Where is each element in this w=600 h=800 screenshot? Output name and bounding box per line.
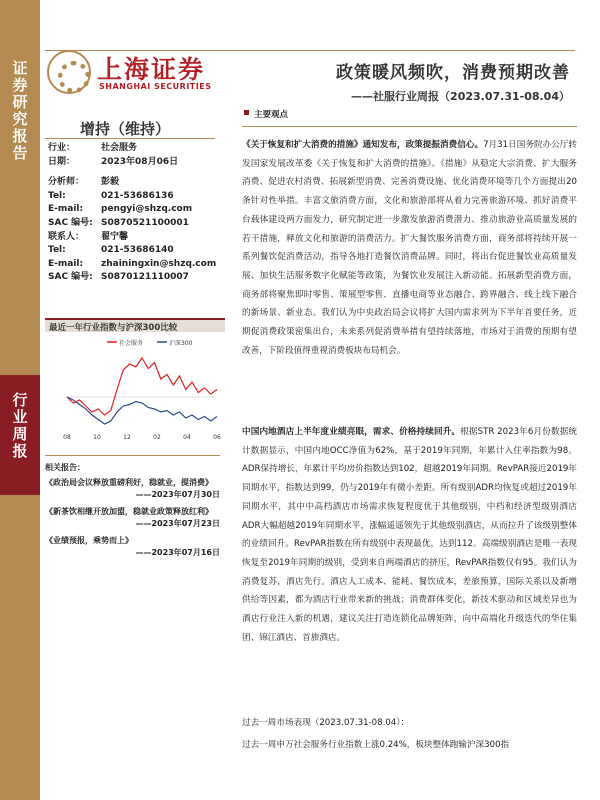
paragraph-hotel <box>242 423 577 647</box>
tel2-value: 021-53686140 <box>101 245 174 256</box>
market-performance-heading: 过去一周市场表现（2023.07.31-08.04）： <box>242 718 410 728</box>
sac1-key: SAC 编号: <box>48 217 93 228</box>
chart-canvas <box>45 334 225 442</box>
x-tick-label: 08 <box>63 434 71 441</box>
section-rule <box>242 126 577 127</box>
date-key: 日期： <box>48 156 76 167</box>
paragraph-hotel-body: 根据STR 2023年6月份数据统计数据显示，中国内地OCC净值为62%，基于2019年同期，年累计入住率指数为98。ADR保持增长，年累计平均房价指数达到102，超越2019年同期。RevPAR接近2019年同期水平，指数达到99，仍与2019年有微小差距。所有级别ADR均恢复或超过2019年同期水平，其中中高档酒店市场需求恢复程度优于其他级别，中档和经济型级别酒店ADR大幅超越2019年同期水平，涨幅遥遥领先于其他级别酒店，从而拉升了该级别整体的业绩回升。RevPAR指数在所有级别中表现最优，达到112。高端级别酒店是唯一表现恢复至2019年同期的级别，受到来自两端酒店的挤压，RevPAR指数仅有95。我们认为消费复苏，酒店先行。酒店人工成本、能耗、餐饮成本，差旅预算，国际关系以及新增供给等因素，都为酒店行业带来新的挑战；消费群体变化，新技术驱动和区域差异也为酒店行业注入新的机遇，建议关注打造连锁化品牌矩阵，向中高端化升级迭代的华住集团、锦江酒店、首旅酒店。 <box>242 427 577 643</box>
related-reports <box>45 455 220 564</box>
legend-hs300-label: 沪深300 <box>169 340 193 347</box>
market-performance-text: 过去一周申万社会服务行业指数上涨0.24%，板块整体跑输沪深300指 <box>242 740 510 750</box>
x-tick-label: 12 <box>123 434 131 441</box>
rating-rule <box>45 138 215 139</box>
hs300-series-line <box>67 397 217 424</box>
tel2-key: Tel: <box>48 245 66 256</box>
related-item-date: ——2023年07月23日 <box>135 519 220 528</box>
email1-value[interactable]: pengyi@shzq.com <box>101 204 193 215</box>
analyst-value: 彭毅 <box>101 177 120 188</box>
sac2-key: SAC 编号: <box>48 272 93 283</box>
x-tick-label: 02 <box>153 434 161 441</box>
legend-industry-label: 社会服务 <box>119 340 144 347</box>
paragraph-policy-body: 7月31日国务院办公厅转发国家发展改革委《关于恢复和扩大消费的措施》。《措施》从稳定大宗消费、扩大服务消费、促进农村消费、拓展新型消费、完善消费设施、优化消费环境等几个方面提出20条针对性举措。丰富文旅消费方面，文化和旅游部将从着力完善旅游环境、抓好消费平台载体建设两方面发力，研究制定进一步激发旅游消费潜力、推动旅游业高质量发展的若干措施，释放文化和旅游的消费活力。扩大餐饮服务消费方面，商务部将持续开展一系列餐饮促消费活动，指导各地打造餐饮消费品牌。同时，将出台促进餐饮业高质量发展、加快生活服务数字化赋能等政策，为餐饮业发展注入新动能。拓展新型消费方面，商务部将聚焦即时零售、策展型零售、直播电商等业态融合、跨界融合、线上线下融合的新场景、新业态。我们认为中央政治局会议将扩大国内需求列为下半年首要任务，近期促消费政策密集出台，未来系列促消费举措有望持续落地，市场对于消费的预期有望改善，下阶段值得重视消费板块布局机会。 <box>242 140 577 356</box>
industry-series-line <box>67 358 217 415</box>
x-tick-label: 06 <box>213 434 221 441</box>
sidebar-label-top: 证 券 研 究 报 告 <box>12 59 28 162</box>
section-head: 主要观点 <box>242 108 577 122</box>
rating: 增持（维持） <box>80 120 171 138</box>
sidebar-top-band <box>0 0 40 375</box>
contact-key: 联系人： <box>48 231 85 242</box>
sidebar-label-mid: 行 业 周 报 <box>12 391 28 460</box>
email2-key: E-mail: <box>48 258 84 269</box>
brand-name-en: SHANGHAI SECURITIES <box>99 82 212 91</box>
main-column <box>242 108 577 122</box>
brand-logo <box>45 48 220 98</box>
sidebar-bottom-band <box>0 495 40 800</box>
related-item-title[interactable]: 《新茶饮相继开放加盟，稳就业政策释放红利》 <box>45 507 213 516</box>
analyst-key: 分析师： <box>48 177 85 188</box>
related-item-date: ——2023年07月16日 <box>135 548 220 557</box>
related-item-date: ——2023年07月30日 <box>135 490 220 499</box>
info-block <box>48 142 216 285</box>
x-tick-label: 04 <box>183 434 191 441</box>
logo-emblem-icon <box>47 50 91 94</box>
paragraph-policy-lead: 《关于恢复和扩大消费的措施》通知发布，政策提振消费信心。 <box>242 140 484 150</box>
tel1-key: Tel: <box>48 190 66 201</box>
index-comparison-chart <box>45 318 225 443</box>
report-title: 政策暖风频吹，消费预期改善 <box>336 63 570 83</box>
chart-heading: 最近一年行业指数与沪深300比较 <box>45 318 225 332</box>
date-value: 2023年08月06日 <box>101 156 179 167</box>
industry-value: 社会服务 <box>101 143 138 153</box>
tel1-value: 021-53686136 <box>101 190 174 201</box>
sac1-value: S0870521100001 <box>101 217 189 228</box>
paragraph-hotel-lead: 中国内地酒店上半年度业绩亮眼，需求、价格持续回升。 <box>242 427 461 437</box>
left-sidebar <box>0 0 40 800</box>
brand-name-cn: 上海证券 <box>97 55 206 84</box>
x-tick-label: 10 <box>93 434 101 441</box>
sac2-value: S0870121110007 <box>101 272 189 283</box>
email2-value[interactable]: zhainingxin@shzq.com <box>101 258 217 269</box>
paragraph-policy <box>242 136 577 360</box>
related-item-title[interactable]: 《政治局会议释放重磅利好，稳就业，提消费》 <box>45 478 213 487</box>
related-item-title[interactable]: 《业绩预报，乘势而上》 <box>45 536 133 545</box>
email1-key: E-mail: <box>48 204 84 215</box>
contact-value: 翟宁馨 <box>101 231 129 242</box>
industry-key: 行业： <box>48 143 76 153</box>
report-subtitle: ——社服行业周报（2023.07.31-08.04） <box>351 90 570 103</box>
header-rule <box>45 50 575 51</box>
related-heading: 相关报告： <box>45 463 85 472</box>
